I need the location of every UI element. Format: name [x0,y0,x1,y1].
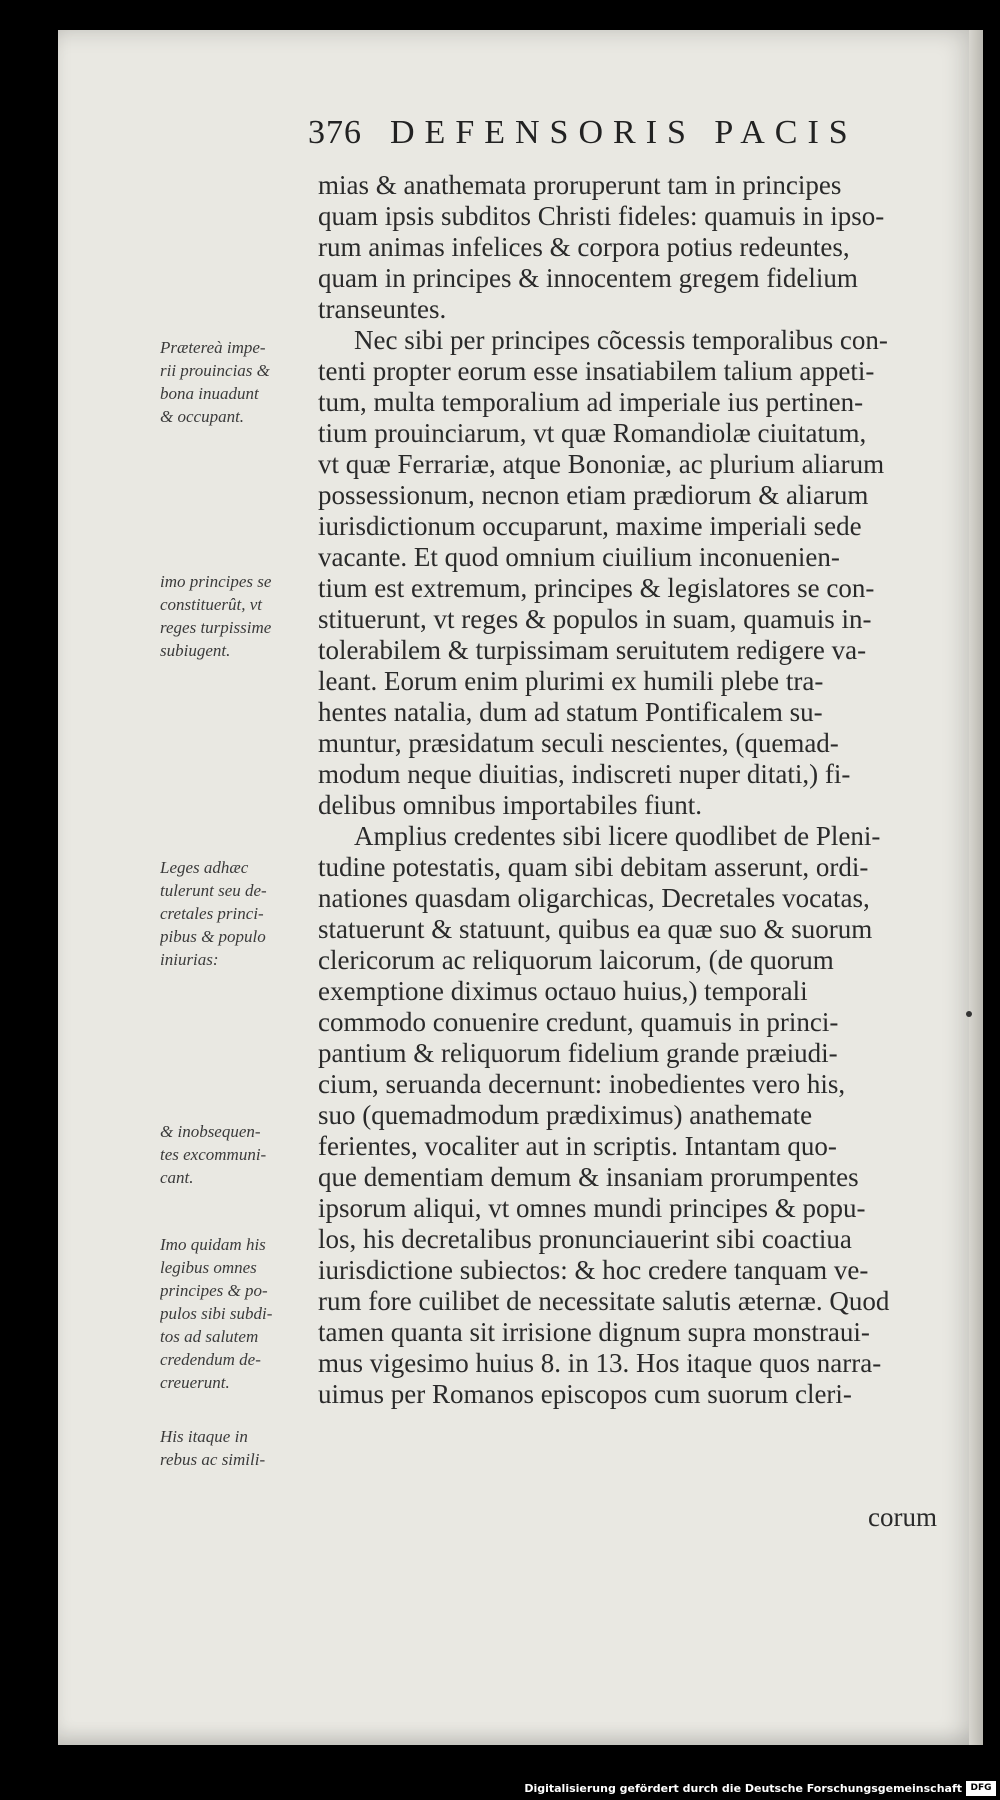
marginal-note-6 [160,1425,310,1471]
text-line: possessionum, necnon etiam prædiorum & aliarum [318,480,869,510]
text-line: muntur, præsidatum seculi nescientes, (quemad- [318,728,839,758]
text-line: suo (quemadmodum prædiximus) anathemate [318,1100,813,1130]
marginal-line: tos ad salutem [160,1327,259,1346]
marginal-note-3 [160,856,310,971]
dfg-logo: DFG [966,1781,996,1796]
ink-mark [966,1011,972,1017]
text-line: vt quæ Ferrariæ, atque Bononiæ, ac plurium aliarum [318,449,885,479]
marginal-line: cretales princi- [160,904,264,923]
marginal-line: tulerunt seu de- [160,881,267,900]
text-line: commodo conuenire credunt, quamuis in princi- [318,1007,839,1037]
main-text-block [318,170,963,1410]
text-line: exemptione diximus octauo huius,) temporali [318,976,808,1006]
text-line: pantium & reliquorum fidelium grande præiudi- [318,1038,838,1068]
text-line: que dementiam demum & insaniam prorumpentes [318,1162,859,1192]
text-line: Amplius credentes sibi licere quodlibet de Pleni- [354,821,881,851]
text-line: tudine potestatis, quam sibi debitam asserunt, ordi- [318,852,869,882]
marginal-line: subiugent. [160,641,231,660]
text-line: rum animas infelices & corpora potius redeuntes, [318,232,850,262]
text-line: vacante. Et quod omnium ciuilium inconuenien- [318,542,840,572]
marginal-note-1 [160,336,310,428]
text-line: mias & anathemata proruperunt tam in principes [318,170,842,200]
marginal-line: Leges adhæc [160,858,249,877]
marginal-line: credendum de- [160,1350,261,1369]
text-line: statuerunt & statuunt, quibus ea quæ suo & suorum [318,914,873,944]
text-line: clericorum ac reliquorum laicorum, (de quorum [318,945,834,975]
text-line: quam ipsis subditos Christi fideles: quamuis in ipso- [318,201,885,231]
text-line: tolerabilem & turpissimam seruitutem redigere va- [318,635,867,665]
page-number: 376 [308,114,362,151]
text-line: Nec sibi per principes cõcessis temporalibus con- [354,325,888,355]
text-line: leant. Eorum enim plurimi ex humili plebe tra- [318,666,824,696]
text-line: stituerunt, vt reges & populos in suam, quamuis in- [318,604,872,634]
marginal-line: legibus omnes [160,1258,257,1277]
marginal-line: bona inuadunt [160,384,259,403]
page-edge-shadow [969,30,983,1745]
page-header [308,108,928,156]
funding-credit: Digitalisierung gefördert durch die Deutsche Forschungsgemeinschaft [524,1782,962,1795]
marginal-line: & inobsequen- [160,1122,261,1141]
marginal-line: & occupant. [160,407,245,426]
text-line: tenti propter eorum esse insatiabilem talium appeti- [318,356,875,386]
marginal-line: principes & po- [160,1281,268,1300]
marginal-line: imo principes se [160,572,272,591]
marginal-line: tes excommuni- [160,1145,267,1164]
text-line: ipsorum aliqui, vt omnes mundi principes & popu- [318,1193,866,1223]
digitization-footer [0,1778,1000,1800]
text-line: transeuntes. [318,294,447,324]
text-line: tamen quanta sit irrisione dignum supra monstraui- [318,1317,870,1347]
marginal-line: rebus ac simili- [160,1450,266,1469]
marginal-line: pibus & populo [160,927,266,946]
text-line: quam in principes & innocentem gregem fidelium [318,263,858,293]
text-line: delibus omnibus importabiles fiunt. [318,790,702,820]
marginal-line: iniurias: [160,950,219,969]
marginal-note-2 [160,570,310,662]
running-title: DEFENSORIS PACIS [390,114,858,151]
marginal-line: His itaque in [160,1427,248,1446]
text-line: iurisdictione subiectos: & hoc credere tanquam ve- [318,1255,869,1285]
text-line: modum neque diuitias, indiscreti nuper ditati,) fi- [318,759,851,789]
text-line: hentes natalia, dum ad statum Pontificalem su- [318,697,823,727]
text-line: nationes quasdam oligarchicas, Decretales vocatas, [318,883,870,913]
marginal-note-5 [160,1233,310,1394]
text-line: ferientes, vocaliter aut in scriptis. Intantam quo- [318,1131,837,1161]
marginal-line: constituerût, vt [160,595,262,614]
marginal-line: Prætereà impe- [160,338,266,357]
catchword: corum [868,1502,937,1532]
text-line: tium prouinciarum, vt quæ Romandiolæ ciuitatum, [318,418,867,448]
marginal-line: Imo quidam his [160,1235,266,1254]
marginal-line: creuerunt. [160,1373,230,1392]
marginal-note-4 [160,1120,310,1189]
text-line: uimus per Romanos episcopos cum suorum cleri- [318,1379,852,1409]
marginal-line: rii prouincias & [160,361,270,380]
text-line: cium, seruanda decernunt: inobedientes vero his, [318,1069,846,1099]
text-line: tium est extremum, principes & legislatores se con- [318,573,875,603]
text-line: iurisdictionum occuparunt, maxime imperiali sede [318,511,862,541]
marginal-line: reges turpissime [160,618,272,637]
text-line: rum fore cuilibet de necessitate salutis æternæ. Quod [318,1286,890,1316]
marginal-line: cant. [160,1168,194,1187]
text-line: los, his decretalibus pronunciauerint sibi coactiua [318,1224,852,1254]
text-line: mus vigesimo huius 8. in 13. Hos itaque quos narra- [318,1348,882,1378]
marginal-line: pulos sibi subdi- [160,1304,273,1323]
text-line: tum, multa temporalium ad imperiale ius pertinen- [318,387,864,417]
